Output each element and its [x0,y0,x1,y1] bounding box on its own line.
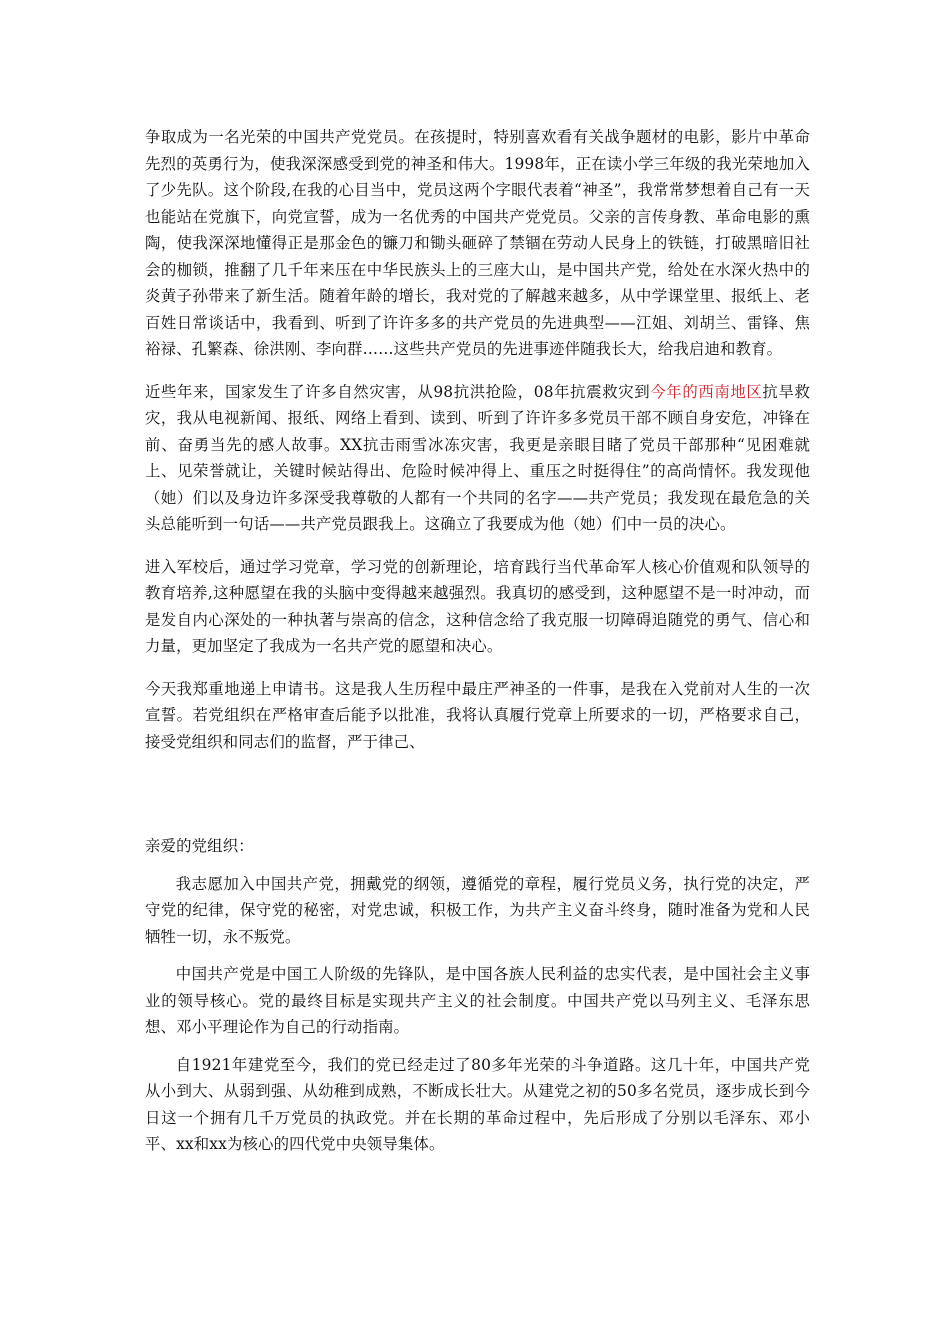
paragraph-disasters [145,379,810,538]
paragraph-party-nature: 中国共产党是中国工人阶级的先锋队，是中国各族人民利益的忠实代表，是中国社会主义事业的领导核心。党的最终目标是实现共产主义的社会制度。中国共产党以马列主义、毛泽东思想、邓小平理论作为自己的行动指南。 [145,965,810,1036]
salutation: 亲爱的党组织： [145,837,254,855]
highlighted-text: 今年的西南地区 [650,382,763,401]
paragraph-disasters-start: 近些年来，国家发生了许多自然灾害，从98抗洪抢险，08年抗震救灾到 [145,382,651,401]
paragraph-party-history: 自1921年建党至今，我们的党已经走过了80多年光荣的斗争道路。这几十年，中国共产党从小到大、从弱到强、从幼稚到成熟，不断成长壮大。从建党之初的50多名党员，逐步成长到今日这一个拥有几千万党员的执政党。并在长期的革命过程中，先后形成了分别以毛泽东、邓小平、xx和xx为核心的四代党中央领导集体。 [145,1055,810,1153]
paragraph-childhood: 争取成为一名光荣的中国共产党党员。在孩提时，特别喜欢看有关战争题材的电影，影片中革命先烈的英勇行为，使我深深感受到党的神圣和伟大。1998年，正在读小学三年级的我光荣地加入了少先队。这个阶段,在我的心目当中，党员这两个字眼代表着“神圣”，我常常梦想着自己有一天也能站在党旗下，向党宣誓，成为一名优秀的中国共产党党员。父亲的言传身教、革命电影的熏陶，使我深深地懂得正是那金色的镰刀和锄头砸碎了禁锢在劳动人民身上的铁链，打破黑暗旧社会的枷锁，推翻了几千年来压在中华民族头上的三座大山，是中国共产党，给处在水深火热中的炎黄子孙带来了新生活。随着年龄的增长，我对党的了解越来越多，从中学课堂里、报纸上、老百姓日常谈话中，我看到、听到了许许多多的共产党员的先进典型——江姐、刘胡兰、雷锋、焦裕禄、孔繁森、徐洪刚、李向群……这些共产党员的先进事迹伴随我长大，给我启迪和教育。 [145,128,810,358]
paragraph-application: 今天我郑重地递上申请书。这是我人生历程中最庄严神圣的一件事，是我在入党前对人生的一次宣誓。若党组织在严格审查后能予以批准，我将认真履行党章上所要求的一切，严格要求自己，接受党组织和同志们的监督，严于律己、 [145,679,810,751]
paragraph-disasters-end: 抗旱救灾，我从电视新闻、报纸、网络上看到、读到、听到了许许多多党员干部不顾自身安危，冲锋在前、奋勇当先的感人故事。XX抗击雨雪冰冻灾害，我更是亲眼目睹了党员干部那种“见困难就上、见荣誉就让，关键时候站得出、危险时候冲得上、重压之时挺得住”的高尚情怀。我发现他（她）们以及身边许多深受我尊敬的人都有一个共同的名字——共产党员；我发现在最危急的关头总能听到一句话——共产党员跟我上。这确立了我要成为他（她）们中一员的决心。 [145,382,811,533]
document-page [145,124,810,1158]
paragraph-pledge: 我志愿加入中国共产党，拥戴党的纲领，遵循党的章程，履行党员义务，执行党的决定，严守党的纪律，保守党的秘密，对党忠诚，积极工作，为共产主义奋斗终身，随时准备为党和人民牺牲一切，永不叛党。 [145,874,810,946]
paragraph-military-school: 进入军校后，通过学习党章，学习党的创新理论，培育践行当代革命军人核心价值观和队领导的教育培养,这种愿望在我的头脑中变得越来越强烈。我真切的感受到，这种愿望不是一时冲动，而是发自内心深处的一种执著与崇高的信念，这种信念给了我克服一切障碍追随党的勇气、信心和力量，更加坚定了我成为一名共产党的愿望和决心。 [145,557,810,655]
